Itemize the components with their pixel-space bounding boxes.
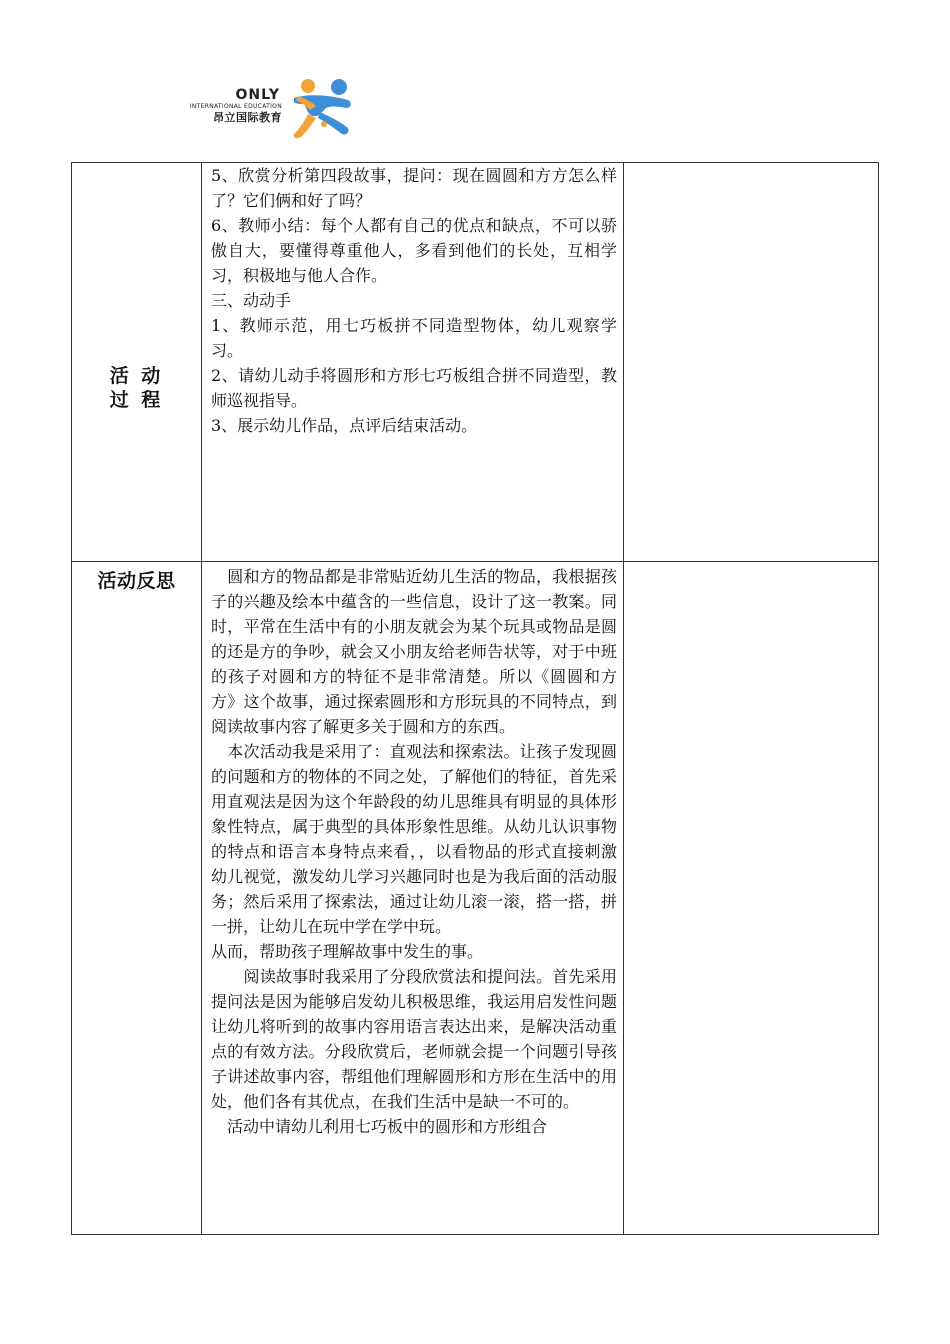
process-paragraph: 3、展示幼儿作品，点评后结束活动。 (211, 416, 478, 435)
process-paragraph: 三、动动手 (211, 291, 292, 310)
process-label (72, 163, 201, 412)
process-paragraph: 2、请幼儿动手将圆形和方形七巧板组合拼不同造型，教师巡视指导。 (211, 366, 617, 410)
process-notes-cell (624, 163, 879, 562)
reflection-paragraph: 圆和方的物品都是非常贴近幼儿生活的物品，我根据孩子的兴趣及绘本中蕴含的一些信息，设计了这一教案。同时，平常在生活中有的小朋友就会为某个玩具或物品是圆的还是方的争吵，就会又小朋友给老师告状等，对于中班的孩子对圆和方的特征不是非常清楚。所以《圆圆和方方》这个故事，通过探索圆形和方形玩具的不同特点，到阅读故事内容了解更多关于圆和方的东西。 (211, 567, 617, 736)
logo-figures-icon (286, 76, 358, 140)
reflection-notes-cell (624, 562, 879, 1235)
reflection-label: 活动反思 (97, 570, 176, 592)
logo-text (150, 88, 282, 125)
reflection-content (202, 562, 623, 1234)
reflection-label-cell (72, 562, 202, 1235)
lesson-table (71, 162, 879, 1235)
process-paragraph: 6、教师小结：每个人都有自己的优点和缺点，不可以骄傲自大，要懂得尊重他人，多看到他们的长处，互相学习，积极地与他人合作。 (211, 216, 617, 285)
reflection-paragraph: 阅读故事时我采用了分段欣赏法和提问法。首先采用提问法是因为能够启发幼儿积极思维，我运用启发性问题让幼儿将听到的故事内容用语言表达出来，是解决活动重点的有效方法。分段欣赏后，老师就会提一个问题引导孩子讲述故事内容，帮组他们理解圆形和方形在生活中的用处，他们各有其优点，在我们生活中是缺一不可的。 (211, 967, 617, 1111)
process-content (202, 163, 623, 561)
reflection-content-cell (202, 562, 624, 1235)
logo-chinese: 昂立国际教育 (213, 111, 282, 124)
process-content-cell (202, 163, 624, 562)
logo-subtitle: INTERNATIONAL EDUCATION (189, 103, 282, 110)
process-label-line2: 过 程 (109, 389, 164, 411)
process-paragraph: 5、欣赏分析第四段故事，提问：现在圆圆和方方怎么样了？它们俩和好了吗？ (211, 166, 617, 210)
logo-brand: ONLY (235, 87, 280, 103)
logo (150, 76, 360, 140)
table-row-process (72, 163, 879, 562)
table-row-reflection (72, 562, 879, 1235)
process-label-cell (72, 163, 202, 562)
reflection-paragraph: 本次活动我是采用了：直观法和探索法。让孩子发现圆的问题和方的物体的不同之处，了解他们的特征，首先采用直观法是因为这个年龄段的幼儿思维具有明显的具体形象性特点，属于典型的具体形象性思维。从幼儿认识事物的特点和语言本身特点来看，，以看物品的形式直接刺激幼儿视觉，激发幼儿学习兴趣同时也是为我后面的活动服务；然后采用了探索法，通过让幼儿滚一滚，搭一搭，拼一拼，让幼儿在玩中学在学中玩。 (211, 742, 617, 936)
process-label-line1: 活 动 (109, 365, 164, 387)
reflection-paragraph: 活动中请幼儿利用七巧板中的圆形和方形组合 (211, 1117, 548, 1136)
reflection-paragraph: 从而，帮助孩子理解故事中发生的事。 (211, 942, 484, 961)
process-paragraph: 1、教师示范，用七巧板拼不同造型物体，幼儿观察学习。 (211, 316, 617, 360)
